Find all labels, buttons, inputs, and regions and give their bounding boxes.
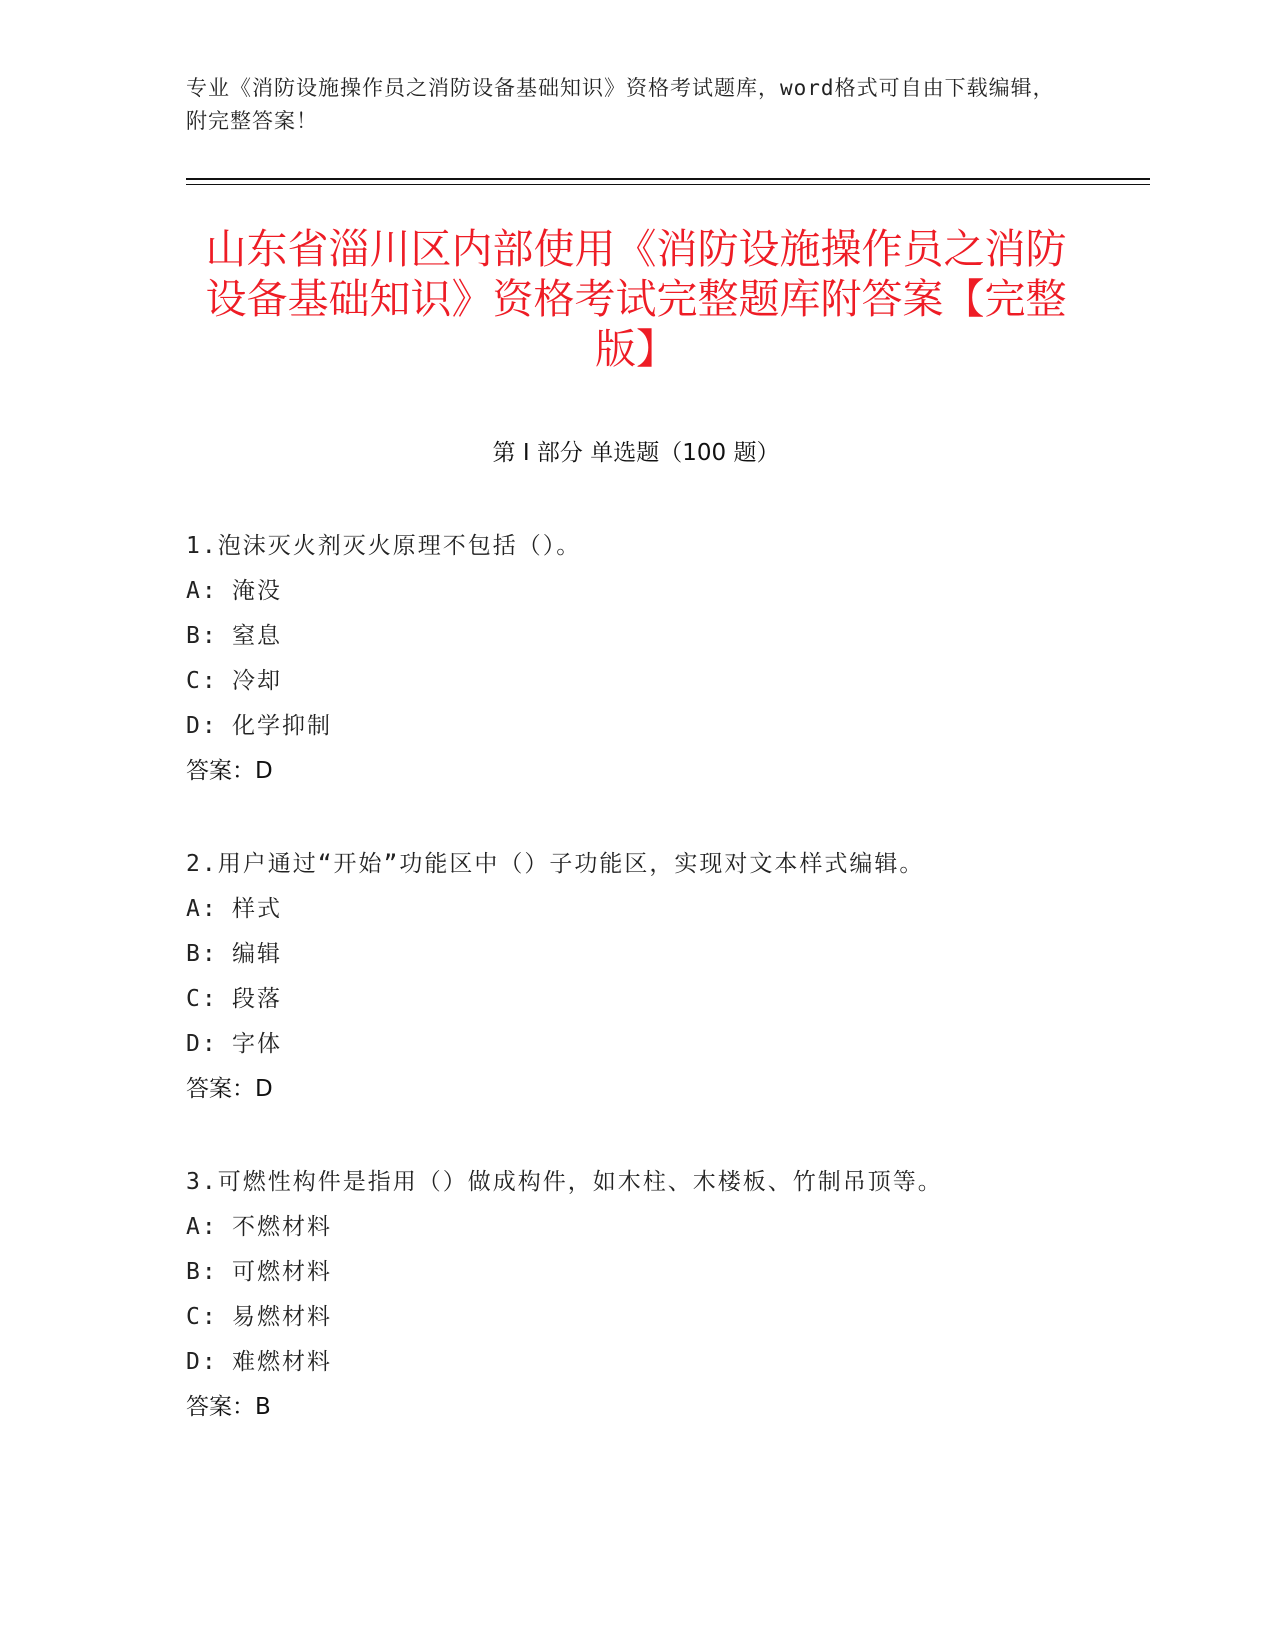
option-text: 字体: [232, 1031, 282, 1057]
option-text: 窒息: [232, 623, 282, 649]
option-a: [186, 1205, 1106, 1250]
question-stem: 3.可燃性构件是指用（）做成构件，如木柱、木楼板、竹制吊顶等。: [186, 1169, 943, 1195]
document-title: 山东省淄川区内部使用《消防设施操作员之消防设备基础知识》资格考试完整题库附答案【完整版】: [205, 225, 1067, 373]
part-heading: 第 I 部分 单选题（100 题）: [492, 440, 780, 466]
option-letter: A:: [186, 1214, 218, 1240]
answer-line: 答案：D: [186, 758, 273, 784]
header-divider-thin: [186, 184, 1150, 185]
option-letter: C:: [186, 986, 218, 1012]
option-text: 化学抑制: [232, 713, 332, 739]
question-stem: 2.用户通过“开始”功能区中（）子功能区，实现对文本样式编辑。: [186, 851, 925, 877]
option-text: 段落: [232, 986, 282, 1012]
option-letter: A:: [186, 896, 218, 922]
answer-line: 答案：B: [186, 1394, 271, 1420]
question-2: [186, 842, 1106, 1112]
header-divider-thick: [186, 178, 1150, 180]
option-letter: B:: [186, 941, 218, 967]
option-text: 编辑: [232, 941, 282, 967]
answer-line: 答案：D: [186, 1076, 273, 1102]
option-a: [186, 569, 1106, 614]
question-1: [186, 524, 1106, 794]
option-letter: D:: [186, 713, 218, 739]
option-letter: B:: [186, 623, 218, 649]
option-c: [186, 977, 1106, 1022]
option-b: [186, 614, 1106, 659]
question-stem: 1.泡沫灭火剂灭火原理不包括（）。: [186, 533, 582, 559]
option-d: [186, 1022, 1106, 1067]
option-c: [186, 659, 1106, 704]
option-d: [186, 704, 1106, 749]
option-letter: A:: [186, 578, 218, 604]
option-b: [186, 932, 1106, 977]
option-letter: C:: [186, 1304, 218, 1330]
option-text: 难燃材料: [232, 1349, 332, 1375]
option-c: [186, 1295, 1106, 1340]
option-text: 可燃材料: [232, 1259, 332, 1285]
option-text: 冷却: [232, 668, 282, 694]
option-text: 样式: [232, 896, 282, 922]
option-letter: D:: [186, 1031, 218, 1057]
option-b: [186, 1250, 1106, 1295]
question-3: [186, 1160, 1106, 1430]
option-text: 不燃材料: [232, 1214, 332, 1240]
header-note: 专业《消防设施操作员之消防设备基础知识》资格考试题库，word格式可自由下载编辑，附完整答案！: [186, 76, 1055, 133]
option-letter: B:: [186, 1259, 218, 1285]
option-a: [186, 887, 1106, 932]
option-letter: D:: [186, 1349, 218, 1375]
option-text: 易燃材料: [232, 1304, 332, 1330]
option-text: 淹没: [232, 578, 282, 604]
option-letter: C:: [186, 668, 218, 694]
option-d: [186, 1340, 1106, 1385]
